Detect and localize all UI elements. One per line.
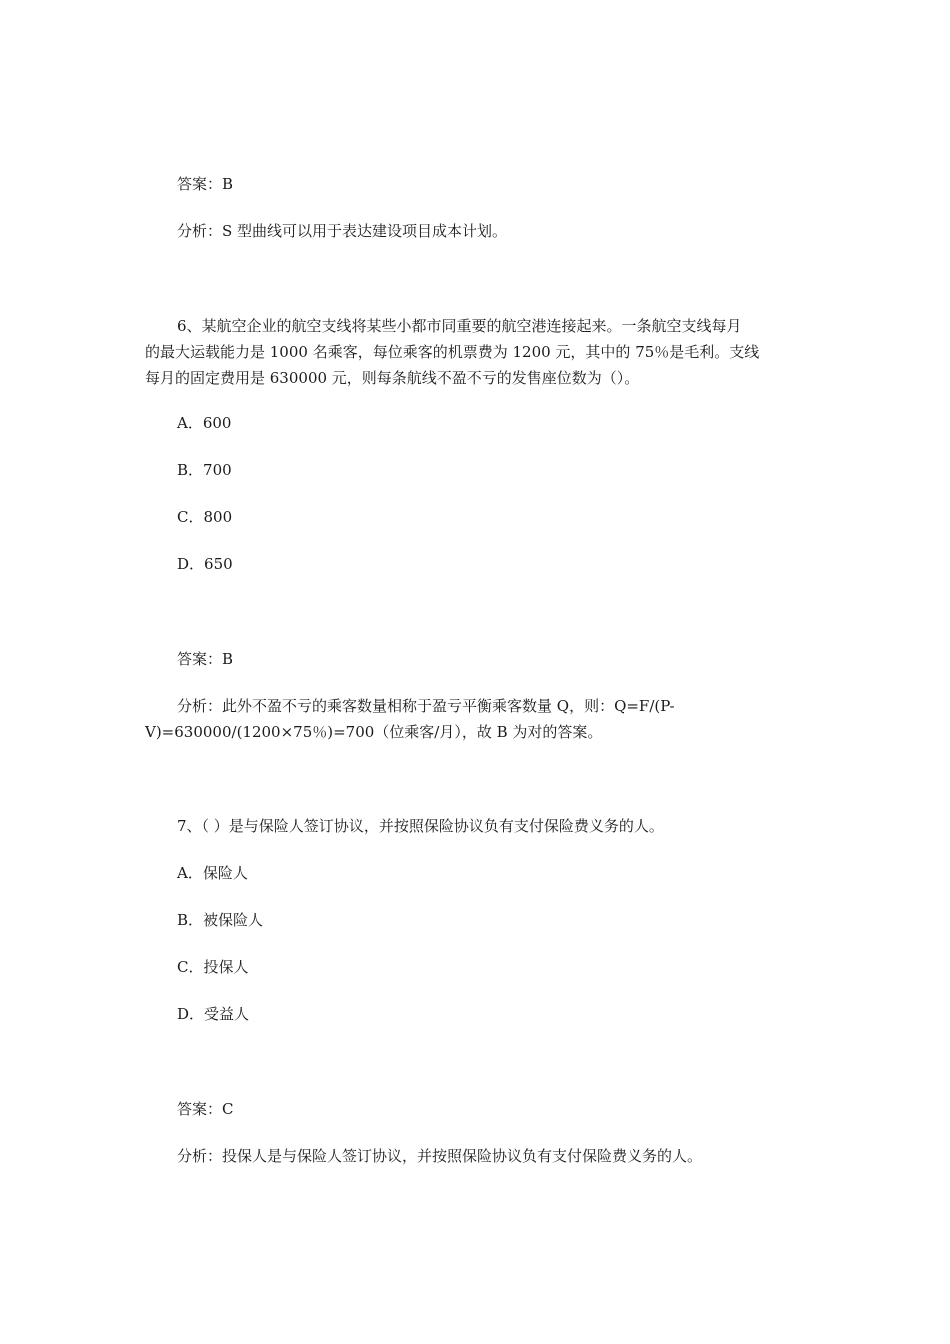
question-6-option-b: B．700	[177, 461, 232, 479]
question-6-stem-line-3: 每月的固定费用是 630000 元，则每条航线不盈不亏的发售座位数为（）。	[145, 369, 640, 387]
question-7-option-b: B．被保险人	[177, 911, 264, 929]
question-7-stem: 7、（ ）是与保险人签订协议，并按照保险协议负有支付保险费义务的人。	[177, 817, 664, 835]
question-7-option-a: A．保险人	[177, 864, 248, 882]
question-6-analysis-line-1: 分析：此外不盈不亏的乘客数量相称于盈亏平衡乘客数量 Q，则：Q=F/(P-	[177, 697, 675, 715]
previous-answer: 答案：B	[177, 175, 234, 193]
question-7-option-c: C．投保人	[177, 958, 249, 976]
question-6-stem-line-1: 6、某航空企业的航空支线将某些小都市同重要的航空港连接起来。一条航空支线每月	[177, 317, 742, 335]
question-6-option-a: A．600	[177, 414, 232, 432]
question-6-answer: 答案：B	[177, 650, 234, 668]
question-7-answer: 答案：C	[177, 1100, 234, 1118]
question-6-option-d: D．650	[177, 555, 233, 573]
previous-analysis: 分析：S 型曲线可以用于表达建设项目成本计划。	[177, 222, 508, 240]
question-7-analysis: 分析：投保人是与保险人签订协议，并按照保险协议负有支付保险费义务的人。	[177, 1147, 703, 1165]
question-6-stem-line-2: 的最大运载能力是 1000 名乘客，每位乘客的机票费为 1200 元，其中的 75％是毛利。支线	[145, 343, 760, 361]
question-6-option-c: C．800	[177, 508, 233, 526]
question-6-analysis-line-2: V)=630000/(1200×75％)=700（位乘客/月），故 B 为对的答案。	[145, 723, 603, 741]
question-7-option-d: D．受益人	[177, 1005, 250, 1023]
